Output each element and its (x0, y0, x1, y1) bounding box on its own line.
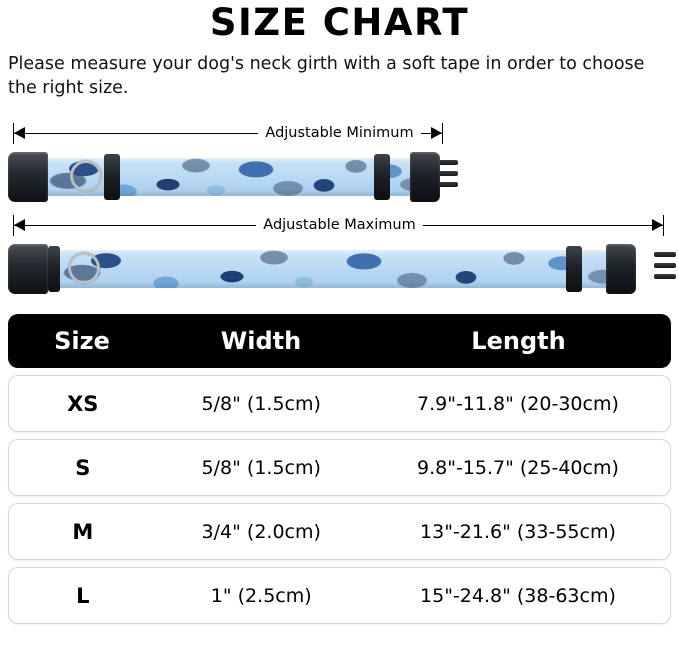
dimension-arrow-right-icon (431, 127, 442, 139)
column-header-length: Length (471, 327, 566, 355)
size-chart-page (0, 2, 679, 665)
side-release-buckle-icon (8, 244, 48, 294)
buckle-prongs-icon (654, 252, 676, 286)
dimension-row-maximum (8, 214, 671, 236)
collar-graphic-maximum (8, 240, 671, 300)
table-row (8, 375, 671, 432)
cell-size: S (75, 455, 91, 480)
table-row (8, 503, 671, 560)
page-title: SIZE CHART (209, 1, 470, 44)
cell-size: L (76, 583, 90, 608)
dimension-label-maximum: Adjustable Maximum (256, 214, 422, 236)
strap-keeper-icon (566, 246, 582, 292)
column-header-width: Width (220, 327, 302, 355)
strap-keeper-icon (374, 154, 390, 200)
buckle-male-end-icon (606, 244, 636, 294)
size-table (8, 314, 671, 624)
dimension-row-minimum (8, 122, 671, 144)
diagram-adjustable-minimum (8, 122, 671, 208)
dimension-label-minimum: Adjustable Minimum (258, 122, 420, 144)
table-header-row (8, 314, 671, 368)
dimension-arrow-right-icon (652, 219, 663, 231)
slider-adjuster-icon (104, 154, 120, 200)
cell-width: 1" (2.5cm) (210, 584, 312, 607)
cell-size: XS (67, 391, 99, 416)
cell-width: 3/4" (2.0cm) (201, 520, 321, 543)
dimension-arrow-left-icon (14, 127, 25, 139)
buckle-male-end-icon (410, 152, 440, 202)
collar-graphic-minimum (8, 148, 671, 208)
d-ring-icon (68, 252, 100, 284)
d-ring-icon (70, 160, 102, 192)
diagram-adjustable-maximum (8, 214, 671, 300)
cell-length: 9.8"-15.7" (25-40cm) (417, 456, 619, 479)
dimension-endcap-right (663, 215, 664, 236)
table-row (8, 567, 671, 624)
cell-length: 7.9"-11.8" (20-30cm) (417, 392, 619, 415)
cell-width: 5/8" (1.5cm) (201, 392, 321, 415)
collar-strap (34, 250, 634, 288)
slider-adjuster-icon (48, 246, 60, 292)
instruction-text: Please measure your dog's neck girth with a soft tape in order to choose the right size. (8, 54, 645, 98)
side-release-buckle-icon (8, 152, 48, 202)
cell-length: 15"-24.8" (38-63cm) (420, 584, 616, 607)
column-header-size: Size (54, 327, 110, 355)
dimension-endcap-right (442, 123, 443, 144)
cell-size: M (72, 519, 94, 544)
dimension-arrow-left-icon (14, 219, 25, 231)
cell-width: 5/8" (1.5cm) (201, 456, 321, 479)
table-row (8, 439, 671, 496)
cell-length: 13"-21.6" (33-55cm) (420, 520, 616, 543)
